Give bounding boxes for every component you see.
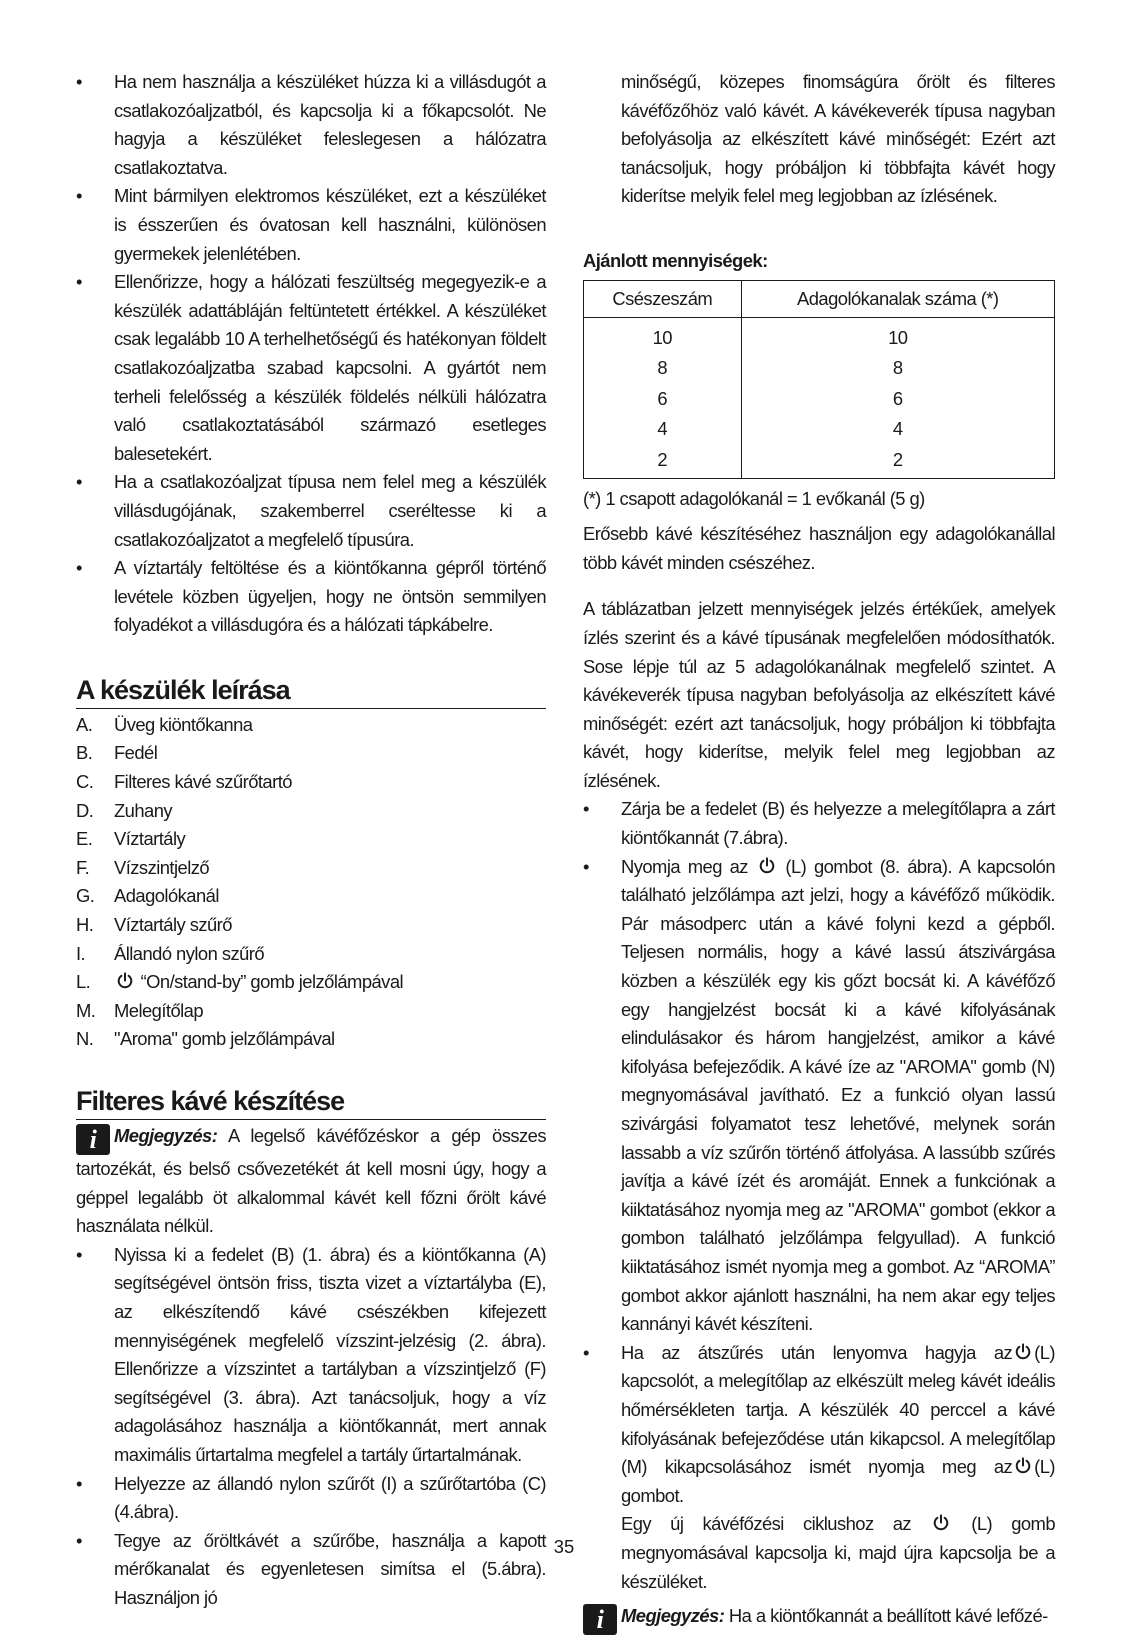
table-footnote: (*) 1 csapott adagolókanál = 1 evőkanál (5 g) (583, 487, 925, 509)
list-item: • Ha a csatlakozóaljzat típusa nem felel meg a készülék villásdugójának, szakemberrel cseréltesse ki a csatlakozóaljzatot a megfelelő típusúra. (76, 471, 546, 550)
table-row: 6 6 (584, 384, 1055, 415)
list-item: I. Állandó nylon szűrő (76, 942, 265, 964)
list-item: G. Adagolókanál (76, 885, 219, 907)
list-item: C. Filteres kávé szűrőtartó (76, 771, 292, 793)
safety-bullets (76, 68, 546, 640)
list-item: • Zárja be a fedelet (B) és helyezze a melegítőlapra a zárt kiöntőkannát (7.ábra). (583, 798, 1055, 849)
list-item: • A víztartály feltöltése és a kiöntőkanna gépről történő levétele közben ügyeljen, hogy ne öntsön semmilyen folyadékot a villásdugóra és a hálózati tápkábelre. (76, 557, 546, 636)
list-item: L. “On/stand-by” gomb jelzőlámpával (76, 971, 404, 993)
list-item: A. Üveg kiöntőkanna (76, 713, 253, 735)
page-number: 35 (553, 1536, 575, 1557)
section-title-filter-coffee: Filteres kávé készítése (76, 1084, 546, 1120)
list-item: • Ellenőrizze, hogy a hálózati feszültség megegyezik-e a készülék adattábláján feltüntetett értékkel. A készüléket csak legalább 10 A terhelhetőségű és hatékonyan földelt csatlakozóaljzatba szabad kapcsolni. A gyártót nem terheli felelősség a készülék földelés nélküli hálózatra való csatlakoztatásából származó esetleges balesetekért. (76, 271, 546, 464)
list-item: minőségű, közepes finomságúra őrölt és filteres kávéfőzőhöz való kávét. A kávékeverék típusa nagyban befolyásolja az elkészített kávé minőségét: Ezért azt tanácsoljuk, hogy próbáljon ki többfajta kávét hogy kiderítse melyik felel meg legjobban az ízlésének. (621, 71, 1055, 207)
table-header: Adagolókanalak száma (*) (741, 280, 1054, 317)
table-header: Csészeszám (584, 280, 742, 317)
info-icon: i (76, 1124, 110, 1155)
list-item: • Nyissa ki a fedelet (B) (1. ábra) és a kiöntőkanna (A) segítségével öntsön friss, tiszta vizet a víztartályba (E), az elkészítendő kávé csészékben kifejezett mennyiségének megfelelő vízszint-jelzésig (2. ábra). Ellenőrizze a vízszintet a tartályban a vízszintjelző (F) segítségével (3. ábra). Azt tanácsoljuk, hogy a víz adagolásához használja a kiöntőkannát, mert annak maximális űrtartalma megfelel a tartály űrtartalmának. (76, 1243, 546, 1465)
list-item: F. Vízszintjelző (76, 856, 210, 878)
list-item: E. Víztartály (76, 828, 186, 850)
table-row: 10 10 (584, 317, 1055, 353)
list-item: • Ha nem használja a készüléket húzza ki a villásdugót a csatlakozóaljzatból, és kapcsolja ki a főkapcsolót. Ne hagyja a készüléket feleslegesen a hálózatra csatlakoztatva. (76, 71, 546, 178)
power-icon (1014, 1457, 1032, 1475)
table-row: 4 4 (584, 414, 1055, 445)
quantity-table (583, 280, 1055, 479)
table-header-row (584, 280, 1055, 317)
paragraph: A táblázatban jelzett mennyiségek jelzés értékűek, amelyek ízlés szerint és a kávé típusának megfelelően módosíthatók. Sose lépje túl az 5 adagolókanálnak megfelelő szintet. A kávékeverék típusa nagyban befolyásolja az elkészített kávé minőségét: ezért azt tanácsoljuk, hogy próbáljon ki többfajta kávét, hogy kiderítse, melyik felel meg legjobban az ízlésének. (583, 598, 1055, 791)
table-row: 8 8 (584, 353, 1055, 384)
list-item: • Nyomja meg az (L) gombot (8. ábra). A kapcsolón található jelzőlámpa azt jelzi, hogy a kávéfőző működik. Pár másodperc után a kávé folyni kezd a gépből. Teljesen normális, hogy a kávé lassú átszivárgása közben a készülék egy kis gőzt bocsát ki. A kávéfőző egy hangjelzést bocsát ki a kávé kifolyásának elindulásakor és három hangjelzést, amikor a kávé kifolyása befejeződik. A kávé íze az "AROMA" gomb (N) megnyomásával javítható. Ez a funkció olyan lassú szivárgási folyamatot tesz lehetővé, melynek során lassabb a víz szűrőn történő átfolyása. A lassúbb szűrés javítja a kávé ízét és aromáját. Ennek a funkciónak a kiiktatásához nyomja meg az "AROMA" gombot (ekkor a gombon található jelzőlámpa felgyullad). A funkció kiiktatásához ismét nyomja meg a gombot. Az “AROMA” gombot akkor ajánlott használni, ha nem akar egy teljes kannányi kávét készíteni. (583, 855, 1055, 1335)
list-item: • Mint bármilyen elektromos készüléket, ezt a készüléket is ésszerűen és óvatosan kell használni, különösen gyermekek jelenlétében. (76, 185, 546, 264)
operation-bullets (583, 795, 1055, 1596)
note-paragraph: i Megjegyzés: A legelső kávéfőzéskor a gép összes tartozékát, és belső csővezetékét át kell mosni úgy, hogy a géppel legalább öt alkalommal kávét kell főzni őrölt kávé használata nélkül. (76, 1125, 546, 1237)
section-title-description: A készülék leírása (76, 673, 546, 709)
power-icon (932, 1514, 950, 1532)
list-item: • Tegye az őröltkávét a szűrőbe, használja a kapott mérőkanalat és egyenletesen simítsa el (5.ábra). Használjon jó (76, 1529, 546, 1608)
list-item: N. "Aroma" gomb jelzőlámpával (76, 1028, 335, 1050)
continued-paragraph (583, 68, 1055, 211)
note-paragraph: i Megjegyzés: Ha a kiöntőkannát a beállított kávé lefőzé- (583, 1602, 1055, 1635)
power-icon (758, 857, 776, 875)
parts-list (76, 711, 546, 1054)
list-item: D. Zuhany (76, 799, 173, 821)
power-icon (116, 972, 134, 990)
list-item: H. Víztartály szűrő (76, 914, 232, 936)
list-item: M. Melegítőlap (76, 999, 204, 1021)
list-item: B. Fedél (76, 742, 158, 764)
table-title: Ajánlott mennyiségek: (583, 249, 768, 271)
list-item: • Ha az átszűrés után lenyomva hagyja az (L) kapcsolót, a melegítőlap az elkészült meleg kávét ideális hőmérsékleten tartja. A készülék 40 perccel a kávé kifolyásának befejeződése után kikapcsol. A melegítőlap (M) kikapcsolásához ismét nyomja meg az (L) gombot. Egy új kávéfőzési ciklushoz az (L) gomb megnyomásával kapcsolja ki, majd újra kapcsolja be a készüléket. (583, 1341, 1056, 1592)
power-icon (1014, 1343, 1032, 1361)
table-row: 2 2 (584, 445, 1055, 478)
info-icon: i (583, 1604, 617, 1635)
right-column (583, 68, 1055, 1635)
paragraph: Erősebb kávé készítéséhez használjon egy adagolókanállal több kávét minden csészéhez. (583, 523, 1055, 573)
left-column (76, 68, 546, 1613)
list-item: • Helyezze az állandó nylon szűrőt (I) a szűrőtartóba (C) (4.ábra). (76, 1472, 546, 1523)
